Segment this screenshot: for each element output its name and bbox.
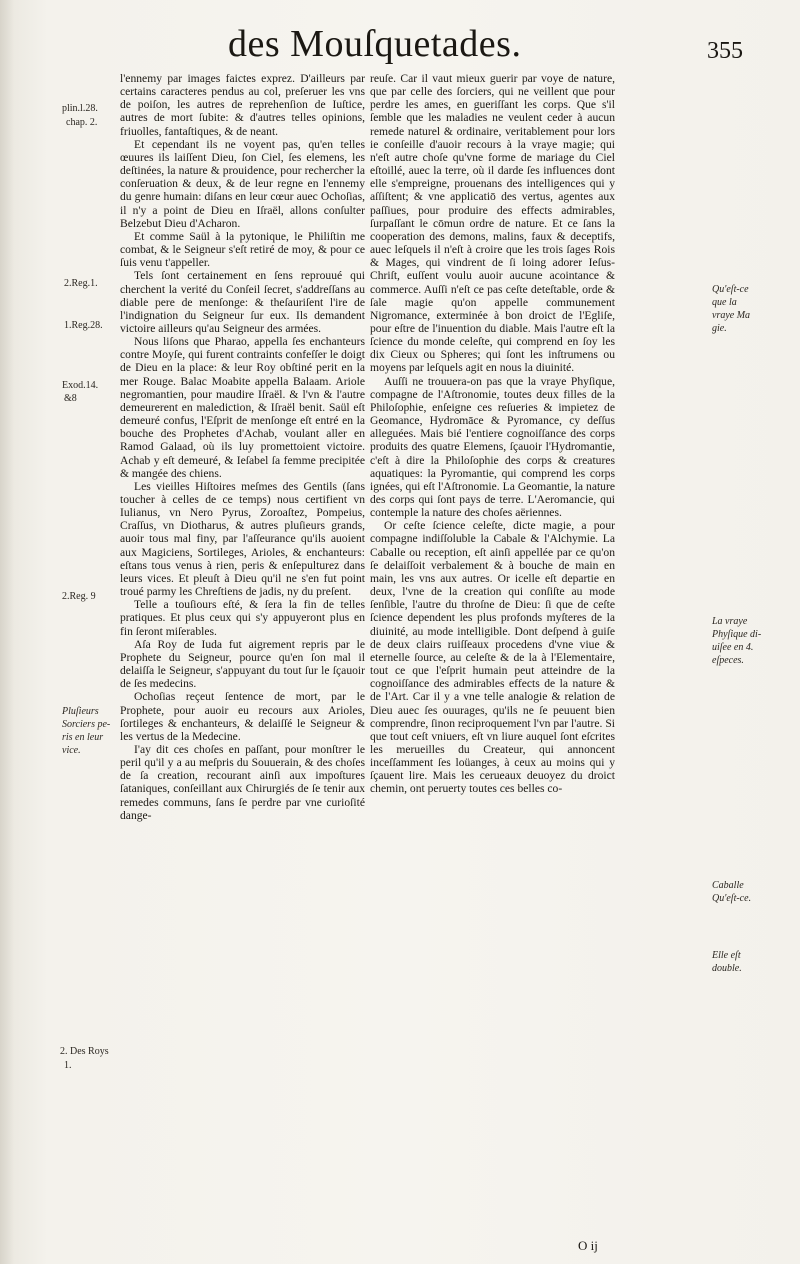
margin-note: chap. 2. xyxy=(66,117,98,128)
margin-note: que la xyxy=(712,297,737,308)
page-gutter xyxy=(0,0,14,1264)
margin-note: uiſee en 4. xyxy=(712,642,754,653)
running-head xyxy=(0,22,800,72)
margin-note: gie. xyxy=(712,323,727,334)
margin-note: 2.Reg. 9 xyxy=(62,591,96,602)
margin-note: Pluſieurs xyxy=(62,706,99,717)
paragraph: Or ceſte ſcience celeſte, dicte magie, a pour compagne indiſſoluble la Cabale & l'Alchymie. La Caballe ou reception, eſt ainſi appellée par ce qu'on ſe delaiſſoit verbalement & à bouche de main en main, les vns aux autres. Or icelle eſt departie en deux, l'vne de la creation qui conſiſte au mode ſenſible, l'autre du throſne de Dieu: ſi que de ceſte ſcience dependent les plus profonds myſteres de la diuinité, au mode intelligible. Dont deſpend à guiſe de deux clairs ruiſſeaux procedens d'vne viue & eternelle ſource, au celeſte & de la à l'Elementaire, tout ce que l'eſprit humain peut atteindre de la cognoiſſance des admirables effects de la nature & de l'Art. Car il y a vne telle analogie & relation de Dieu auec ſes ouurages, qu'ils ne ſe peuuent bien comprendre, ſinon reciproquement l'vn par l'autre. Si que tout ceſt vniuers, eſt vn liure auquel ſont eſcrites les merueilles du Createur, qui annoncent inceſſamment ſes loüanges, à ceux au moins qui y ſçauent lire. Mais les cerueaux deuoyez du droict chemin, ont peruerty toutes ces belles co- xyxy=(370,519,615,796)
paragraph: Et cependant ils ne voyent pas, qu'en telles œuures ils laiſſent Dieu, ſon Ciel, ſes elemens, les deſtinées, la nature & prouidence, pour rechercher la conſeruation & deux, & de leur regne en l'ennemy du genre humain: diſans en leur cœur auec Ochoſias, il n'y a point de Dieu en Iſraël, allons conſulter Belzebut Dieu d'Acharon. xyxy=(120,137,365,230)
margin-note: 1. xyxy=(64,1060,72,1071)
paragraph: l'ennemy par images faictes exprez. D'ailleurs par certains caracteres pendus au col, preſeruer les vns de poiſon, les autres de reprehenſion de Iuſtice, autres de mort ſubite: & d'autres telles opinions, friuolles, fantaſtiques, & de neant. xyxy=(120,72,365,138)
paragraph: Les vieilles Hiſtoires meſmes des Gentils (ſans toucher à celles de ce temps) nous certifient vn Iulianus, vn Nero Pyrus, Zoroaſtez, Pompeius, Craſſus, vn Diotharus, & autres pluſieurs grands, auoir tous mal finy, par l'aſſeurance qu'ils auoient aux Magiciens, Sortileges, Arioles, & enchanteurs: eſtans tous venus à rien, peris & enſepulturez dans leurs vices. Et pleuſt à Dieu qu'il ne s'en fut point troué parmy les Chreſtiens de jadis, ny du preſent. xyxy=(120,479,365,599)
margin-note: &8 xyxy=(64,393,77,404)
paragraph: Ochoſias reçeut ſentence de mort, par le Prophete, pour auoir eu recours aux Arioles, ſortileges & enchanteurs, & delaiſſé le Seigneur & les vertus de la Medecine. xyxy=(120,690,365,743)
page-number: 355 xyxy=(707,38,743,64)
margin-note: Sorciers pe- xyxy=(62,719,111,730)
margin-note: plin.l.28. xyxy=(62,103,98,114)
paragraph: reuſe. Car il vaut mieux guerir par voye de nature, que par celle des ſorciers, qui ne veillent que pour perdre les ames, en gueriſſant les corps. Que s'il ſemble que les maladies ne veulent ceder à aucun remede naturel & ordinaire, veritablement pour lors ie conſeille d'auoir recours à la vraye magie; qui n'eſt autre choſe qu'vne forme de mariage du Ciel eſtoillé, auec la terre, où il darde ſes influences dont elle s'empreigne, prouenans des intelligences qui y aſſiſtent; & vne applicatiō des vertus, agentes aux paſſiues, pour produire des effects admirables, ſurpaſſant le cōmun ordre de nature. Et ce ſans la cooperation des demons, malins, faux & deceptifs, auec leſquels il n'eſt à croire que les trois ſages Rois & Mages, qui vindrent de ſi loing adorer Ieſus-Chriſt, euſſent voulu auoir aucune acointance & commerce. Auſſi n'eſt ce pas ceſte deteſtable, orde & ſale magie qu'on appelle communement Nigromance, exterminée à bon droict de l'Egliſe, pour eſtre de l'inuention du diable. Mais l'autre eſt la ſcience du monde celeſte, qui comprend en ſoy les dix Cieux ou Spheres; qui ſont les inſtrumens ou moyens par leſquels agit en nous la diuinité. xyxy=(370,72,615,375)
signature-mark: O ij xyxy=(578,1238,598,1253)
margin-note: 1.Reg.28. xyxy=(64,320,103,331)
paragraph: Tels ſont certainement en ſens reprouué qui cherchent la verité du Conſeil ſecret, s'addreſſans au diable pere de menſonge: & theſauriſent l'ire de l'indignation du Seigneur ſur eux. Ils demandent victoire ailleurs qu'au Seigneur des armées. xyxy=(120,269,365,335)
paragraph: I'ay dit ces choſes en paſſant, pour monſtrer le peril qu'il y a au meſpris du Souuerain, & des choſes de ſa creation, recourant ainſi aux impoſtures ſataniques, conſeillant aux Chirurgiés de ſe tenir aux remedes communs, ſans ſe perdre par vne curioſité dange- xyxy=(120,742,365,822)
margin-note: 2.Reg.1. xyxy=(64,278,98,289)
margin-note: ris en leur xyxy=(62,732,104,743)
margin-note: Qu'eſt-ce. xyxy=(712,893,752,904)
right-column xyxy=(370,72,615,796)
left-column xyxy=(120,72,365,822)
margin-note: La vraye xyxy=(712,616,748,627)
margin-note: double. xyxy=(712,963,742,974)
margin-note: Elle eſt xyxy=(712,950,741,961)
margin-note: Qu'eſt-ce xyxy=(712,284,749,295)
margin-note: vice. xyxy=(62,745,81,756)
margin-note: vraye Ma xyxy=(712,310,751,321)
paragraph: Nous liſons que Pharao, appella ſes enchanteurs contre Moyſe, qui furent contraints confeſſer le doigt de Dieu en la place: & leur Roy obſtiné perit en la mer Rouge. Balac Moabite appella Balaam. Ariole negromantien, pour maudire Iſraël. & l'vn & l'autre demeurerent en malediction, & Iſraël benit. Saül eſt demeuré confus, l'Eſprit de menſonge eſt entré en la bouche des Prophetes d'Achab, voulant aller en Ramod Galaad, où ils luy promettoient victoire. Achab y eſt demeuré, & Ieſabel ſa femme precipitée & mangée des chiens. xyxy=(120,335,365,480)
paragraph: Et comme Saül à la pytonique, le Philiſtin me combat, & le Seigneur s'eſt retiré de moy, & pour ce ſuis venu t'appeller. xyxy=(120,229,365,270)
paragraph: Telle a touſiours eſté, & ſera la fin de telles pratiques. Et plus ceux qui s'y appuyeront plus en fin ſeront miſerables. xyxy=(120,598,365,638)
margin-note: Phyſique di- xyxy=(712,629,762,640)
margin-note: 2. Des Roys xyxy=(60,1046,109,1057)
margin-note: eſpeces. xyxy=(712,655,744,666)
running-head-title: des Mouſquetades. xyxy=(228,23,522,65)
paragraph: Aſa Roy de Iuda fut aigrement repris par le Prophete du Seigneur, pource qu'en ſon mal il delaiſſa le Seigneur, s'appuyant du tout ſur le ſçauoir de ſes medecins. xyxy=(120,637,365,691)
margin-note: Caballe xyxy=(712,880,744,891)
margin-note: Exod.14. xyxy=(62,380,99,391)
paragraph: Auſſi ne trouuera-on pas que la vraye Phyſique, compagne de l'Aſtronomie, toutes deux filles de la Philoſophie, enſeigne ces reſueries & impietez de Geomance, Hydromāce & Pyromance, cy deſſus alleguées. Mais bié l'entiere cognoiſſance des corps produits des quatre Elemens, ſçauoir l'Hydromantie, c'eſt à dire la Philoſophie des corps & creatures aquatiques: la Pyromantie, qui comprend les corps ignées, qui eſt l'Aſtronomie. La Geomantie, la nature des corps qui ſont pays de terre. L'Aeromancie, qui contemple la nature des choſes aëriennes. xyxy=(370,374,615,520)
